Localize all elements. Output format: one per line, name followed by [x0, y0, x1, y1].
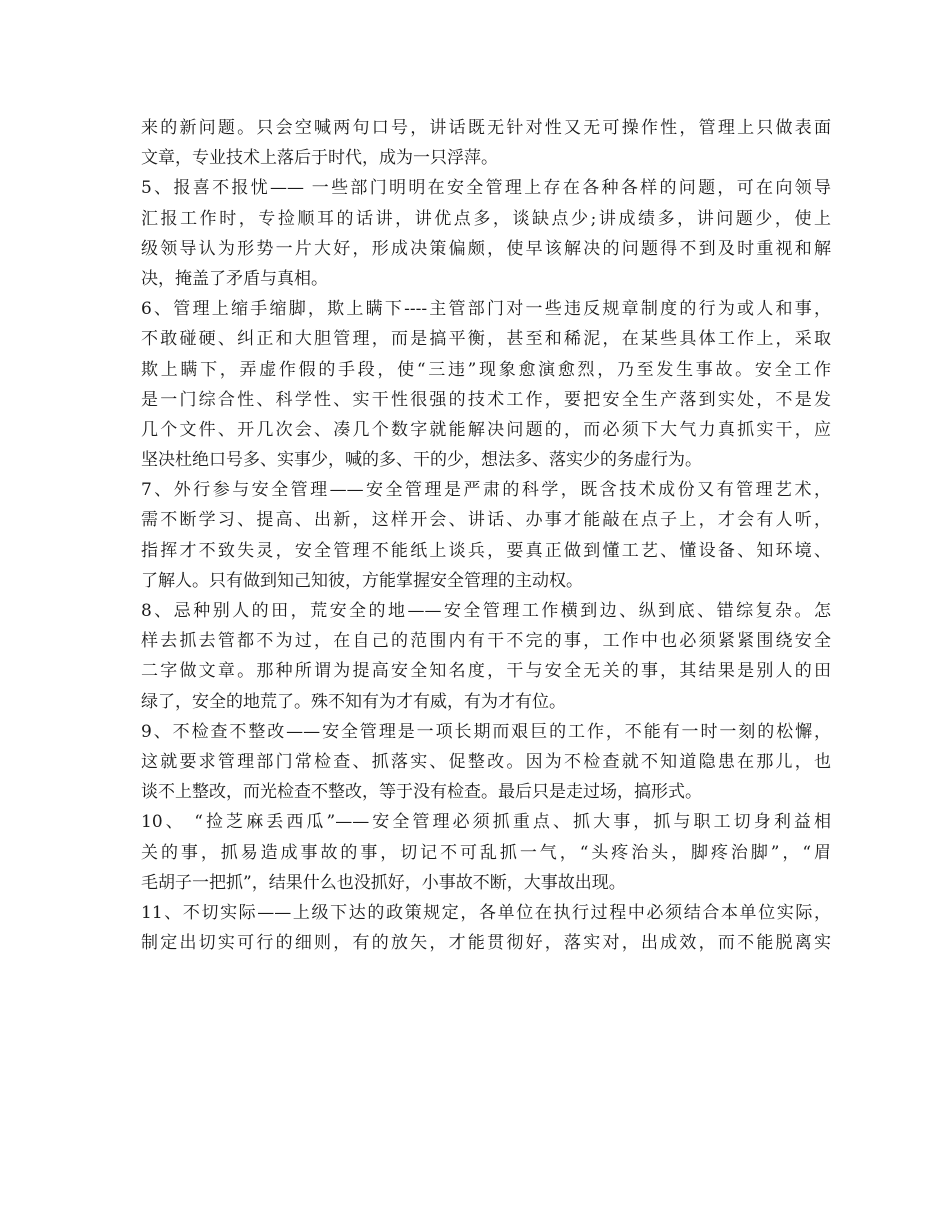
- text-line: 欺上瞒下，弄虚作假的手段，使“三违”现象愈演愈烈，乃至发生事故。安全工作: [141, 359, 831, 380]
- text-line: 这就要求管理部门常检查、抓落实、促整改。因为不检查就不知道隐患在那儿，也: [141, 751, 831, 772]
- document-page: [141, 113, 831, 958]
- text-line: 关的事，抓易造成事故的事，切记不可乱抓一气，“头疼治头，脚疼治脚”，“眉: [141, 842, 831, 863]
- text-line: 制定出切实可行的细则，有的放矢，才能贯彻好，落实对，出成效，而不能脱离实: [141, 933, 831, 954]
- text-line: 不敢碰硬、纠正和大胆管理，而是搞平衡，甚至和稀泥，在某些具体工作上，采取: [141, 329, 831, 350]
- text-line: 文章，专业技术上落后于时代，成为一只浮萍。: [141, 148, 498, 169]
- text-line: 5、报喜不报忧—— 一些部门明明在安全管理上存在各种各样的问题，可在向领导: [141, 178, 831, 199]
- text-line: 毛胡子一把抓”，结果什么也没抓好，小事故不断，大事故出现。: [141, 872, 626, 893]
- text-line: 需不断学习、提高、出新，这样开会、讲话、办事才能敲在点子上，才会有人听，: [141, 510, 831, 531]
- text-line: 了解人。只有做到知己知彼，方能掌握安全管理的主动权。: [141, 570, 583, 591]
- text-line: 6、管理上缩手缩脚，欺上瞒下----主管部门对一些违反规章制度的行为或人和事，: [141, 299, 831, 320]
- text-line: 谈不上整改，而光检查不整改，等于没有检查。最后只是走过场，搞形式。: [141, 782, 702, 803]
- text-line: 9、不检查不整改——安全管理是一项长期而艰巨的工作，不能有一时一刻的松懈，: [141, 721, 831, 742]
- text-line: 10、 “捡芝麻丢西瓜”——安全管理必须抓重点、抓大事，抓与职工切身利益相: [141, 812, 831, 833]
- text-line: 二字做文章。那种所谓为提高安全知名度，干与安全无关的事，其结果是别人的田: [141, 661, 831, 682]
- text-line: 几个文件、开几次会、凑几个数字就能解决问题的，而必须下大气力真抓实干，应: [141, 419, 831, 440]
- text-line: 是一门综合性、科学性、实干性很强的技术工作，要把安全生产落到实处，不是发: [141, 389, 831, 410]
- text-line: 绿了，安全的地荒了。殊不知有为才有威，有为才有位。: [141, 691, 566, 712]
- text-line: 坚决杜绝口号多、实事少，喊的多、干的少，想法多、落实少的务虚行为。: [141, 450, 702, 471]
- text-line: 汇报工作时，专捡顺耳的话讲，讲优点多，谈缺点少;讲成绩多，讲问题少，使上: [141, 208, 831, 229]
- text-line: 8、忌种别人的田，荒安全的地——安全管理工作横到边、纵到底、错综复杂。怎: [141, 601, 831, 621]
- text-line: 指挥才不致失灵，安全管理不能纸上谈兵，要真正做到懂工艺、懂设备、知环境、: [141, 540, 831, 561]
- text-line: 7、外行参与安全管理——安全管理是严肃的科学，既含技术成份又有管理艺术，: [141, 480, 831, 501]
- text-line: 决，掩盖了矛盾与真相。: [141, 268, 328, 289]
- text-line: 级领导认为形势一片大好，形成决策偏颇，使早该解决的问题得不到及时重视和解: [141, 238, 831, 259]
- text-line: 样去抓去管都不为过，在自己的范围内有干不完的事，工作中也必须紧紧围绕安全: [141, 631, 831, 652]
- document-body: [141, 113, 831, 958]
- text-line: 来的新问题。只会空喊两句口号，讲话既无针对性又无可操作性，管理上只做表面: [141, 118, 831, 138]
- text-line: 11、不切实际——上级下达的政策规定，各单位在执行过程中必须结合本单位实际，: [141, 902, 831, 923]
